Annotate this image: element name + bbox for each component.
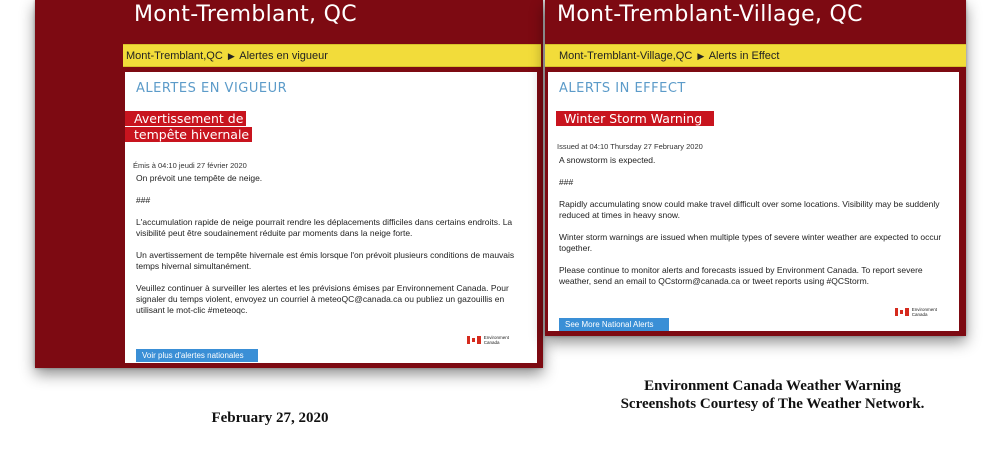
alert-content xyxy=(125,72,537,363)
alert-paragraph: Winter storm warnings are issued when multiple types of severe winter weather are expected to occur together. xyxy=(559,232,942,253)
alert-content xyxy=(548,72,959,331)
alert-paragraph: Please continue to monitor alerts and forecasts issued by Environment Canada. To report severe weather, send an email to QCstorm@canada.ca or tweet reports using #QCStorm. xyxy=(559,265,923,286)
section-heading: ALERTS IN EFFECT xyxy=(559,81,686,96)
breadcrumb xyxy=(545,44,966,67)
location-title: Mont-Tremblant-Village, QC xyxy=(557,2,863,27)
alert-body xyxy=(559,155,954,298)
canada-flag-icon xyxy=(895,308,909,316)
alert-paragraph: Rapidly accumulating snow could make travel difficult over some locations. Visibility may be suddenly reduced at times in heavy snow. xyxy=(559,199,940,220)
breadcrumb xyxy=(123,44,541,67)
section-heading: ALERTES EN VIGUEUR xyxy=(136,81,288,96)
logo-line-2: Canada xyxy=(483,340,500,345)
environment-canada-logo xyxy=(467,335,509,345)
alert-paragraph: ### xyxy=(136,195,151,205)
alert-paragraph: Veuillez continuer à surveiller les alertes et les prévisions émises par Environnement Canada. Pour signaler du temps violent, envoyez un courriel à meteoQC@canada.ca ou publiez un gazouillis en utilisant le mot-clic #meteoqc. xyxy=(136,283,509,315)
issued-timestamp: Émis à 04:10 jeudi 27 février 2020 xyxy=(133,161,247,170)
canada-flag-icon xyxy=(467,336,481,344)
alert-title xyxy=(556,111,714,127)
alert-paragraph: On prévoit une tempête de neige. xyxy=(136,173,263,183)
alert-paragraph: L'accumulation rapide de neige pourrait rendre les déplacements difficiles dans certains endroits. La visibilité peut être soudainement réduite par moments dans la neige forte. xyxy=(136,217,513,238)
alert-panel-french xyxy=(35,0,543,368)
alert-title-text: Winter Storm Warning xyxy=(556,111,714,126)
breadcrumb-arrow-icon: ▶ xyxy=(697,51,705,61)
logo-line-1: Environment xyxy=(483,335,509,340)
logo-line-2: Canada xyxy=(911,312,928,317)
breadcrumb-current: Alertes en vigueur xyxy=(239,50,328,62)
logo-line-1: Environment xyxy=(911,307,937,312)
more-alerts-button[interactable]: Voir plus d'alertes nationales xyxy=(136,349,258,362)
credit-caption-line-1: Environment Canada Weather Warning xyxy=(644,378,901,394)
environment-canada-logo xyxy=(895,307,937,317)
alert-paragraph: Un avertissement de tempête hivernale est émis lorsque l'on prévoit plusieurs conditions de mauvais temps hivernal simultanément. xyxy=(136,250,515,271)
credit-caption-line-2: Screenshots Courtesy of The Weather Network. xyxy=(620,396,925,412)
breadcrumb-current: Alerts in Effect xyxy=(708,50,780,62)
issued-timestamp: Issued at 04:10 Thursday 27 February 2020 xyxy=(557,142,703,151)
breadcrumb-location-link[interactable]: Mont-Tremblant-Village,QC xyxy=(559,50,693,62)
breadcrumb-arrow-icon: ▶ xyxy=(227,51,235,61)
more-alerts-button[interactable]: See More National Alerts xyxy=(559,318,669,331)
alert-title-text: Avertissement de tempête hivernale xyxy=(125,111,252,142)
date-caption: February 27, 2020 xyxy=(211,410,329,426)
alert-title xyxy=(125,111,295,143)
alert-paragraph: A snowstorm is expected. xyxy=(559,155,656,165)
location-title: Mont-Tremblant, QC xyxy=(134,2,357,27)
breadcrumb-location-link[interactable]: Mont-Tremblant,QC xyxy=(126,50,223,62)
credit-caption xyxy=(600,377,945,413)
alert-body xyxy=(136,173,521,327)
alert-panel-english xyxy=(545,0,966,336)
alert-paragraph: ### xyxy=(559,177,574,187)
